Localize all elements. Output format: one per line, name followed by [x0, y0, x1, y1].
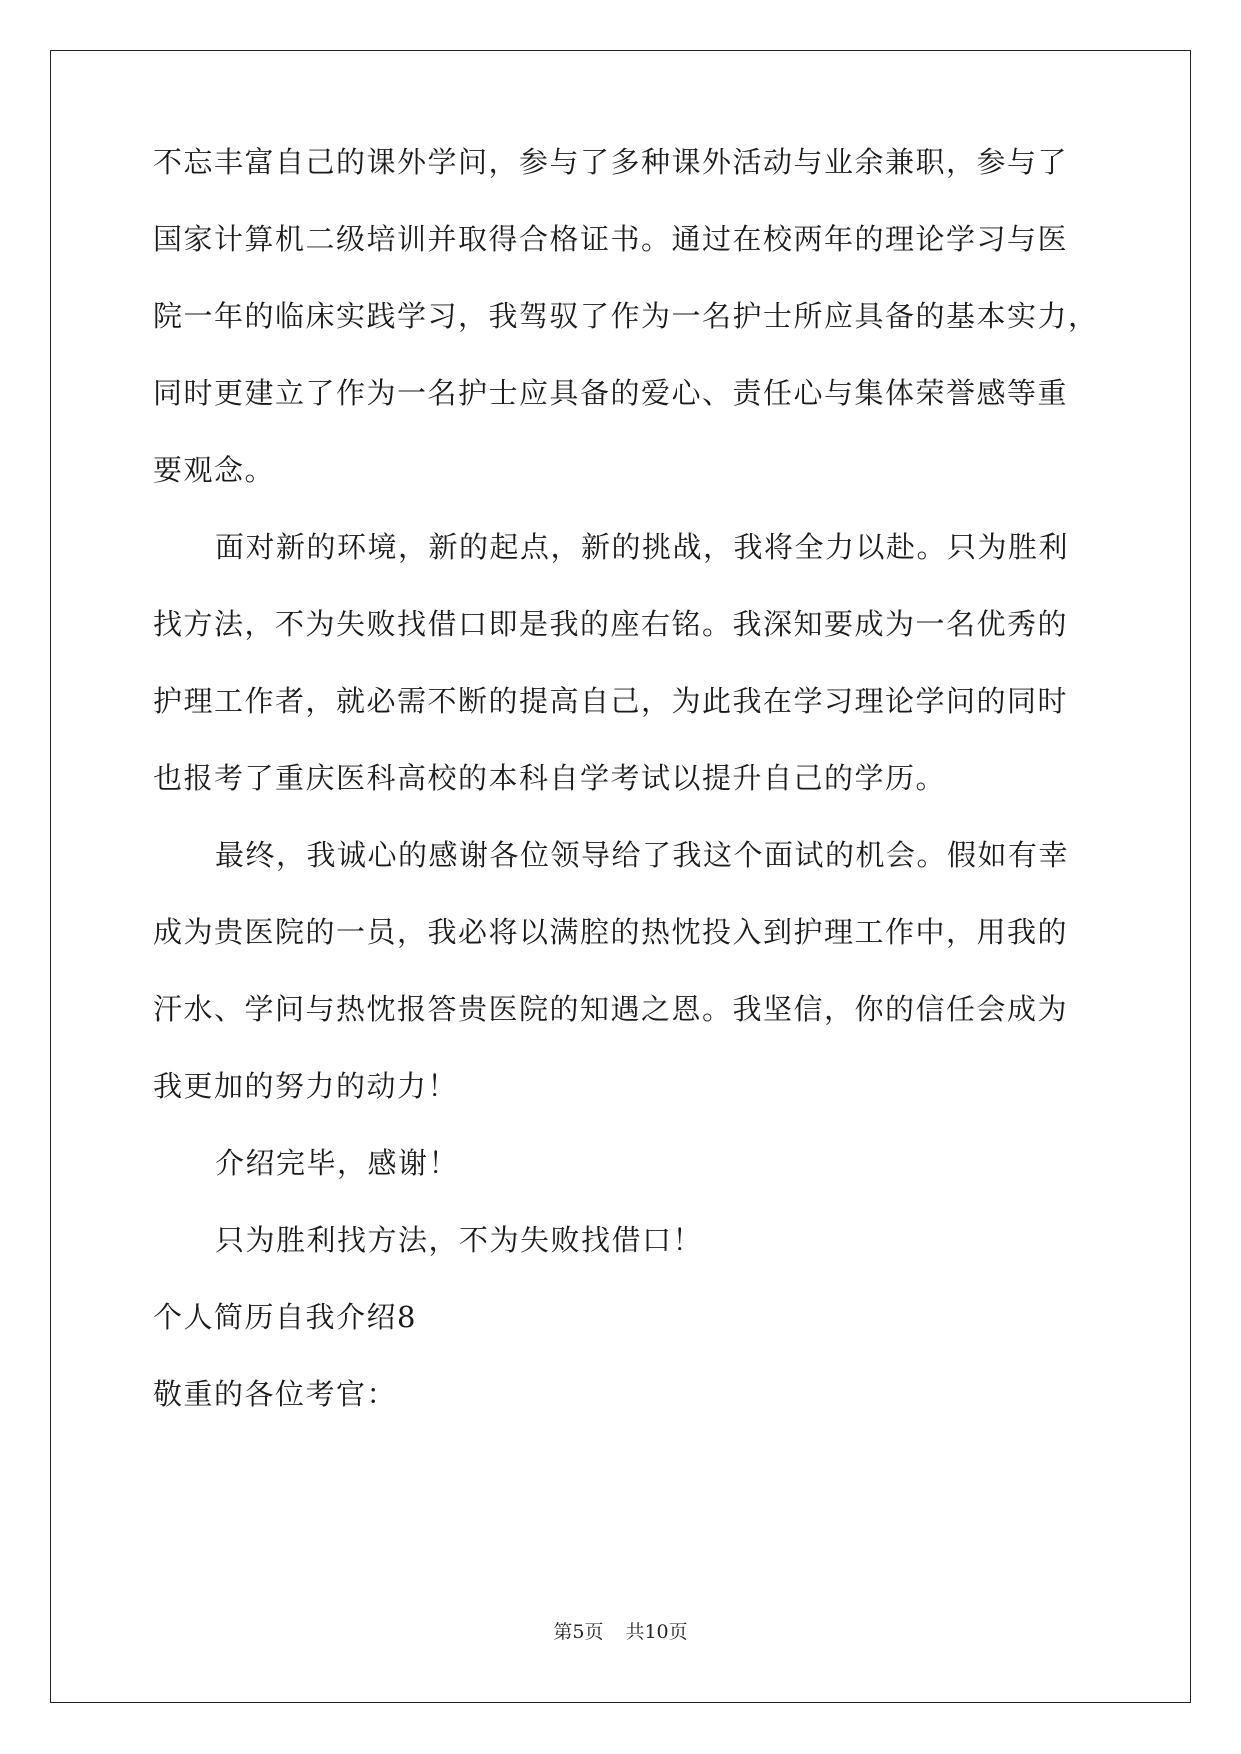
text-line: 同时更建立了作为一名护士应具备的爱心、责任心与集体荣誉感等重 — [153, 376, 1069, 410]
text-line: 要观念。 — [153, 453, 276, 487]
text-line: 护理工作者，就必需不断的提高自己，为此我在学习理论学问的同时 — [153, 684, 1069, 718]
text-line: 成为贵医院的一员，我必将以满腔的热忱投入到护理工作中，用我的 — [153, 915, 1069, 949]
page-total: 共10页 — [625, 1621, 688, 1643]
page-number: 第5页 — [553, 1621, 604, 1643]
text-line: 院一年的临床实践学习，我驾驭了作为一名护士所应具备的基本实力， — [153, 299, 1099, 333]
text-line: 找方法，不为失败找借口即是我的座右铭。我深知要成为一名优秀的 — [153, 607, 1069, 641]
text-line: 我更加的努力的动力！ — [153, 1069, 459, 1103]
text-line: 最终，我诚心的感谢各位领导给了我这个面试的机会。假如有幸 — [215, 838, 1070, 872]
text-line: 面对新的环境，新的起点，新的挑战，我将全力以赴。只为胜利 — [215, 530, 1070, 564]
text-line: 不忘丰富自己的课外学问，参与了多种课外活动与业余兼职，参与了 — [153, 145, 1069, 179]
salutation: 敬重的各位考官： — [153, 1377, 398, 1411]
section-heading: 个人简历自我介绍8 — [153, 1300, 417, 1334]
text-line: 汗水、学问与热忱报答贵医院的知遇之恩。我坚信，你的信任会成为 — [153, 992, 1069, 1026]
page-footer — [0, 1617, 1241, 1644]
text-line: 介绍完毕，感谢！ — [215, 1146, 460, 1180]
text-line: 也报考了重庆医科高校的本科自学考试以提升自己的学历。 — [153, 761, 947, 795]
text-line: 国家计算机二级培训并取得合格证书。通过在校两年的理论学习与医 — [153, 222, 1069, 256]
text-line: 只为胜利找方法，不为失败找借口！ — [215, 1223, 704, 1257]
